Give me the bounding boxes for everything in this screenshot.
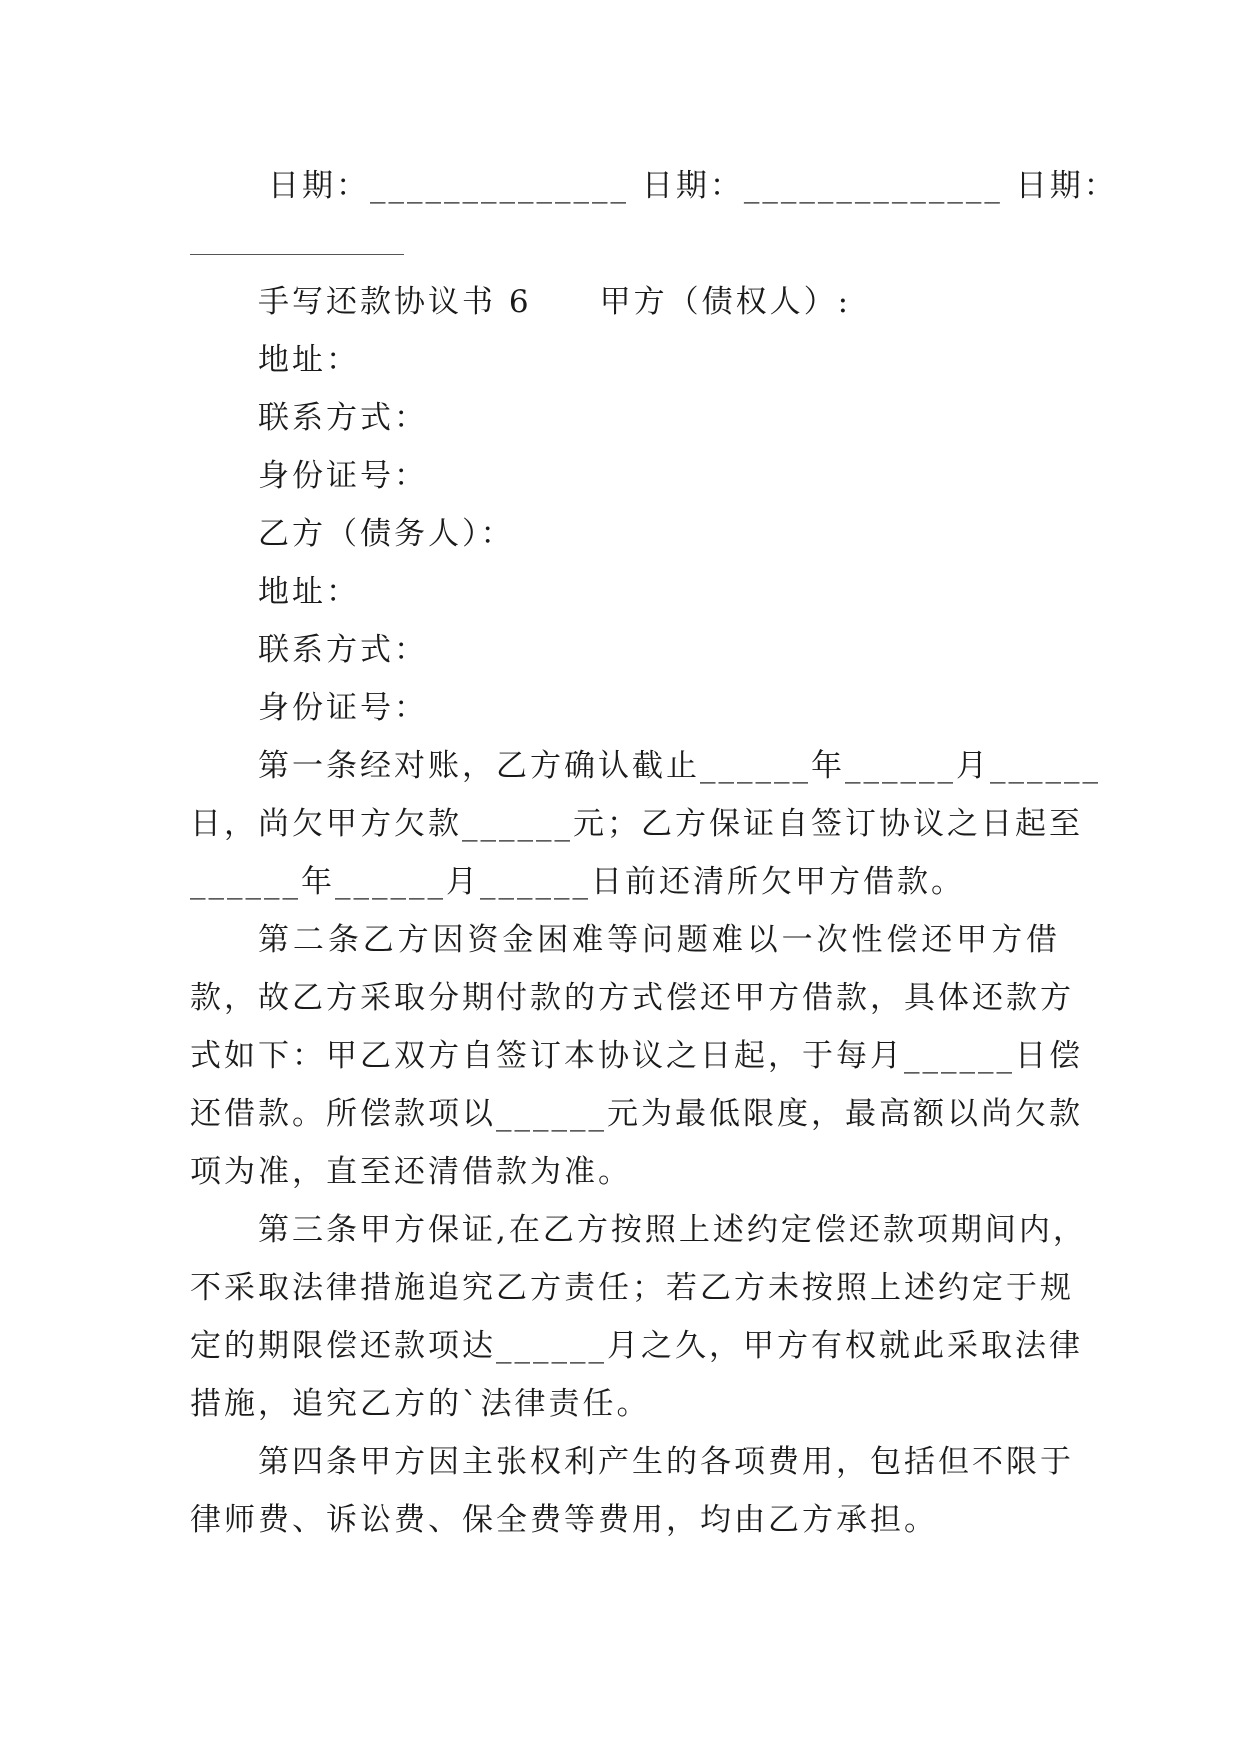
article-3-line-3: 定的期限偿还款项达______月之久，甲方有权就此采取法律 — [190, 1328, 1083, 1364]
date-blank-line — [190, 254, 404, 255]
article-2-line-1: 第二条乙方因资金困难等问题难以一次性偿还甲方借 — [258, 922, 1060, 958]
article-2-line-4: 还借款。所偿款项以______元为最低限度，最高额以尚欠款 — [190, 1096, 1083, 1132]
article-3-line-2: 不采取法律措施追究乙方责任；若乙方未按照上述约定于规 — [190, 1270, 1074, 1306]
party-a-address-label: 地址： — [258, 342, 360, 378]
article-4-line-2: 律师费、诉讼费、保全费等费用，均由乙方承担。 — [190, 1502, 938, 1538]
article-1-line-1: 第一条经对账，乙方确认截止______年______月______ — [258, 748, 1101, 784]
party-a-contact-label: 联系方式： — [258, 400, 428, 436]
agreement-title: 手写还款协议书 6 甲方（债权人）: — [258, 284, 852, 320]
article-4-line-1: 第四条甲方因主张权利产生的各项费用，包括但不限于 — [258, 1444, 1074, 1480]
party-b-id-label: 身份证号： — [258, 690, 428, 726]
article-3-line-4: 措施，追究乙方的`法律责任。 — [190, 1386, 651, 1422]
article-2-line-2: 款，故乙方采取分期付款的方式偿还甲方借款，具体还款方 — [190, 980, 1074, 1016]
party-a-id-label: 身份证号： — [258, 458, 428, 494]
party-b-contact-label: 联系方式： — [258, 632, 428, 668]
article-2-line-5: 项为准，直至还清借款为准。 — [190, 1154, 632, 1190]
article-2-line-3: 式如下：甲乙双方自签订本协议之日起，于每月______日偿 — [190, 1038, 1083, 1074]
article-3-line-1: 第三条甲方保证,在乙方按照上述约定偿还款项期间内， — [258, 1212, 1087, 1248]
article-1-line-2: 日，尚欠甲方欠款______元；乙方保证自签订协议之日起至 — [190, 806, 1083, 842]
party-b-address-label: 地址： — [258, 574, 360, 610]
party-b-heading: 乙方（债务人）： — [258, 516, 515, 552]
article-1-line-3: ______年______月______日前还清所欠甲方借款。 — [190, 864, 965, 900]
date-signature-row: 日期：______________ 日期：______________ 日期： — [268, 168, 1118, 204]
